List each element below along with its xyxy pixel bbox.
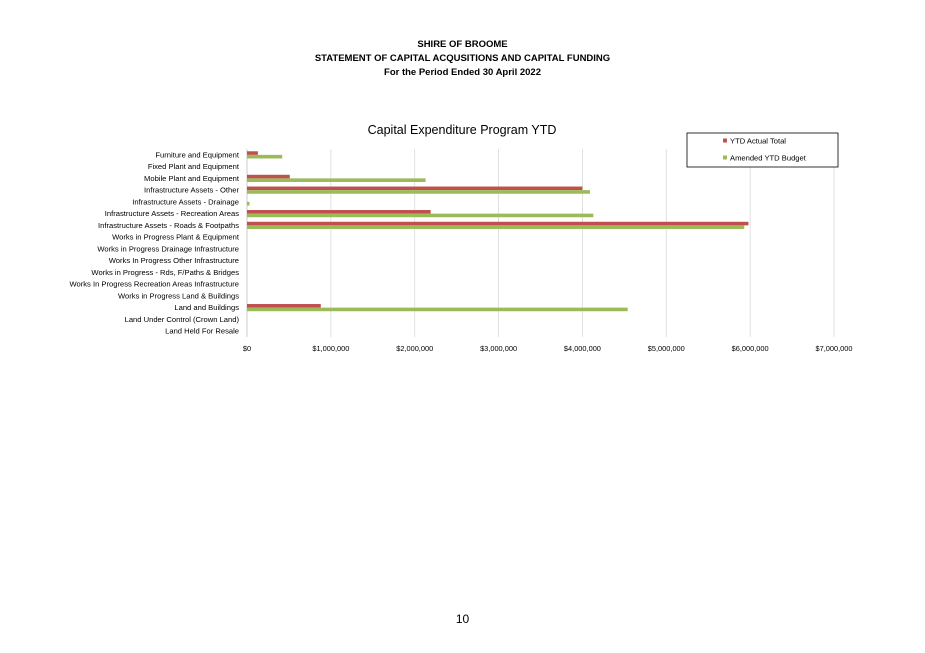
- report-title: SHIRE OF BROOME: [417, 39, 508, 50]
- legend-swatch-actual: [723, 139, 727, 143]
- category-labels: [69, 150, 239, 335]
- category-label: Works in Progress Plant & Equipment: [112, 232, 239, 242]
- x-tick-label: $0: [242, 344, 252, 353]
- chart-title: Capital Expenditure Program YTD: [367, 123, 557, 137]
- bar-ytd-actual: [247, 222, 748, 226]
- bar-ytd-actual: [247, 151, 258, 155]
- x-tick-label: $3,000,000: [480, 344, 518, 353]
- category-label: Infrastructure Assets - Other: [144, 185, 239, 195]
- bar-amended-budget: [247, 178, 426, 182]
- report-period: For the Period Ended 30 April 2022: [384, 67, 541, 78]
- bar-amended-budget: [247, 155, 282, 159]
- legend: [687, 133, 838, 167]
- bar-ytd-actual: [247, 210, 431, 214]
- x-tick-label: $7,000,000: [815, 344, 853, 353]
- legend-label-actual: YTD Actual Total: [730, 136, 786, 146]
- category-label: Land Under Control (Crown Land): [124, 314, 239, 324]
- x-tick-label: $5,000,000: [647, 344, 685, 353]
- category-label: Infrastructure Assets - Recreation Areas: [104, 209, 239, 219]
- bar-ytd-actual: [247, 187, 582, 191]
- page-number: 10: [455, 612, 470, 626]
- bar-amended-budget: [247, 190, 590, 194]
- category-label: Works in Progress Land & Buildings: [118, 291, 239, 301]
- legend-label-budget: Amended YTD Budget: [730, 153, 806, 163]
- category-label: Works in Progress - Rds, F/Paths & Bridges: [91, 267, 239, 277]
- category-label: Land and Buildings: [174, 303, 239, 313]
- bar-amended-budget: [247, 308, 628, 312]
- bar-ytd-actual: [247, 175, 290, 179]
- x-tick-label: $6,000,000: [731, 344, 769, 353]
- category-label: Works in Progress Drainage Infrastructure: [97, 244, 239, 254]
- bars: [247, 151, 748, 311]
- bar-amended-budget: [247, 214, 593, 218]
- legend-swatch-budget: [723, 156, 727, 160]
- category-label: Infrastructure Assets - Roads & Footpaths: [98, 220, 239, 230]
- x-tick-labels: [243, 344, 853, 353]
- x-tick-label: $2,000,000: [396, 344, 434, 353]
- category-label: Infrastructure Assets - Drainage: [132, 197, 239, 207]
- bar-amended-budget: [247, 225, 744, 229]
- report-subtitle: STATEMENT OF CAPITAL ACQUSITIONS AND CAPITAL FUNDING: [314, 53, 611, 64]
- category-label: Mobile Plant and Equipment: [144, 173, 239, 183]
- category-label: Works In Progress Recreation Areas Infrastructure: [69, 279, 239, 289]
- category-label: Fixed Plant and Equipment: [147, 162, 239, 172]
- bar-amended-budget: [247, 202, 250, 206]
- x-tick-label: $1,000,000: [312, 344, 350, 353]
- category-label: Land Held For Resale: [165, 326, 239, 336]
- bar-ytd-actual: [247, 304, 321, 308]
- x-tick-label: $4,000,000: [563, 344, 601, 353]
- category-label: Furniture and Equipment: [155, 150, 239, 160]
- category-label: Works In Progress Other Infrastructure: [108, 256, 239, 266]
